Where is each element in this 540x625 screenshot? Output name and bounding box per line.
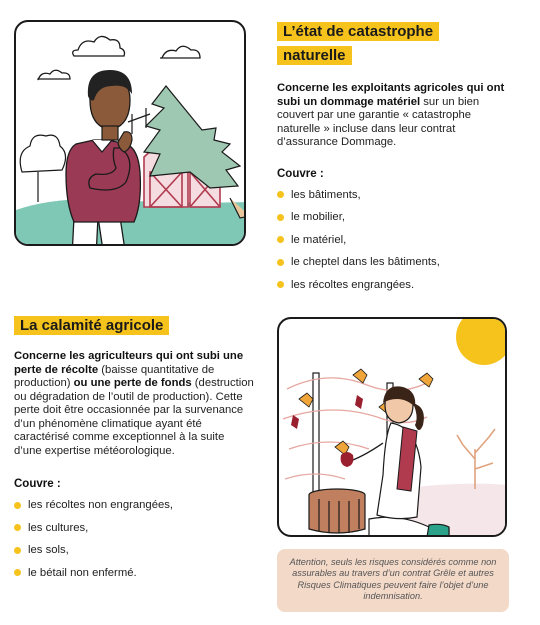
section1-covers-label: Couvre : xyxy=(277,167,324,180)
fallen-tree xyxy=(144,86,240,188)
warning-note: Attention, seuls les risques considérés comme non assurables au travers d’un contrat Grêle et autres Risques Climatiques peuvent faire l’objet d’une indemnisation. xyxy=(277,549,509,612)
section2-title: La calamité agricole xyxy=(14,316,169,335)
section1-title-line2: naturelle xyxy=(277,46,352,65)
list-item: les cultures, xyxy=(14,522,254,535)
section2-desc-bold2: ou une perte de fonds xyxy=(73,377,192,389)
section1-covers-list xyxy=(277,189,517,292)
list-item: le matériel, xyxy=(277,234,517,247)
section1-description xyxy=(277,82,517,150)
list-item: les sols, xyxy=(14,544,254,557)
section2-desc-bold1: Concerne les agriculteurs qui ont subi une perte de récolte xyxy=(14,350,244,376)
section2-description xyxy=(14,350,254,458)
disaster-scene xyxy=(16,22,246,246)
section-natural-disaster xyxy=(277,20,517,301)
section2-covers-list xyxy=(14,499,254,580)
list-item: le mobilier, xyxy=(277,211,517,224)
section1-title xyxy=(277,20,517,68)
bare-tree xyxy=(457,429,495,489)
section-agricultural-calamity xyxy=(14,314,254,589)
illustration-natural-disaster xyxy=(14,20,246,246)
list-item: les récoltes engrangées. xyxy=(277,279,517,292)
section2-desc-mid2: (destruction ou dégradation de l’outil de production). Cette perte doit être occasionnée par la survenance d’un phénomène climatique ayant été caractérisé comme exceptionnel à la suite d’une expertise météorologique. xyxy=(14,377,254,457)
sun-icon xyxy=(456,319,507,365)
section2-desc-mid1: (baisse quantitative de production) xyxy=(14,363,215,389)
list-item: les bâtiments, xyxy=(277,189,517,202)
list-item: les récoltes non engrangées, xyxy=(14,499,254,512)
basket xyxy=(309,489,365,533)
section1-title-line1: L’état de catastrophe xyxy=(277,22,439,41)
section2-covers-label: Couvre : xyxy=(14,478,61,490)
illustration-agricultural-calamity xyxy=(277,317,507,537)
section1-desc-bold: Concerne les exploitants agricoles qui ont subi un dommage matériel xyxy=(277,82,505,108)
section2-title-wrap xyxy=(14,314,254,338)
list-item: le cheptel dans les bâtiments, xyxy=(277,256,517,269)
calamity-scene xyxy=(279,319,507,537)
list-item: le bétail non enfermé. xyxy=(14,567,254,580)
section1-desc-rest: sur un bien couvert par une garantie « catastrophe naturelle » incluse dans leur contrat d’assurance Dommage. xyxy=(277,95,480,148)
farmer-figure xyxy=(66,70,140,246)
